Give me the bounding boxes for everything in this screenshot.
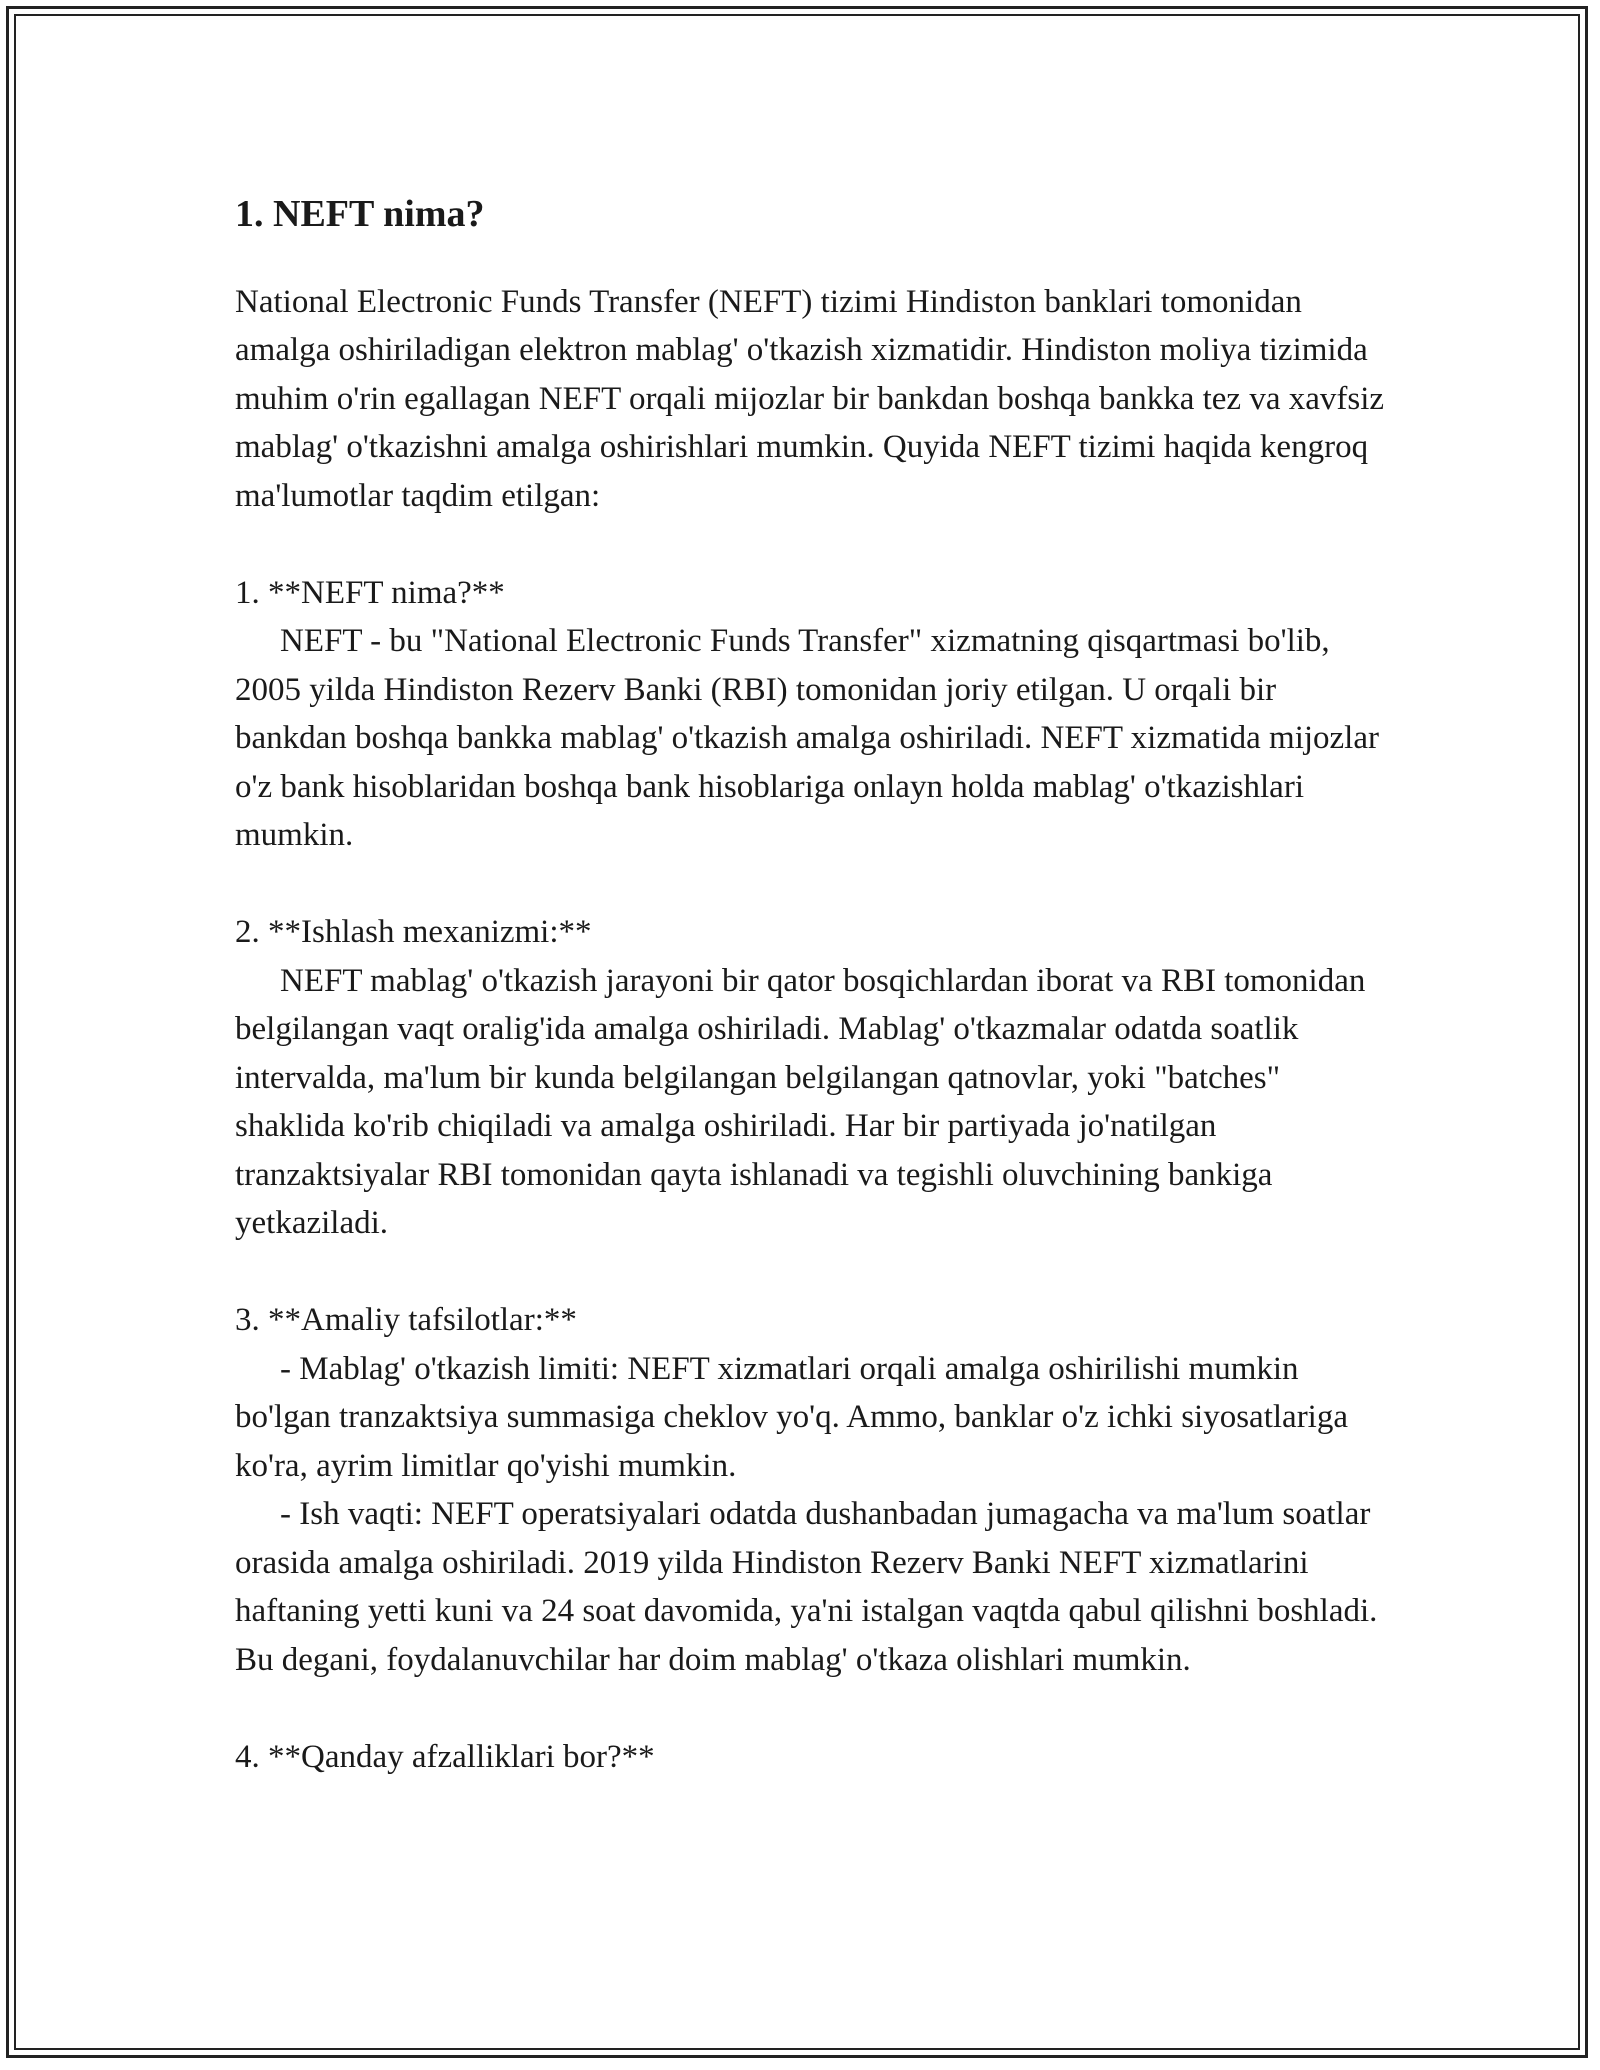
section-paragraph: NEFT mablag' o'tkazish jarayoni bir qator bosqichlardan iborat va RBI tomonidan belgilangan vaqt oralig'ida amalga oshiriladi. Mablag' o'tkazmalar odatda soatlik intervalda, ma'lum bir kunda belgilangan belgilangan qatnovlar, yoki "batches" shaklida ko'rib chiqiladi va amalga oshiriladi. Har bir partiyada jo'natilgan tranzaktsiyalar RBI tomonidan qayta ishlanadi va tegishli oluvchining bankiga yetkaziladi. [235, 962, 1366, 1242]
section-4 [235, 1733, 1385, 1782]
section-heading: 1. **NEFT nima?** [235, 574, 505, 611]
section-heading: 2. **Ishlash mexanizmi:** [235, 914, 592, 951]
section-2 [235, 908, 1385, 1248]
section-heading: 3. **Amaliy tafsilotlar:** [235, 1302, 577, 1339]
spacer [235, 1684, 1385, 1733]
section-paragraph: NEFT - bu "National Electronic Funds Transfer" xizmatning qisqartmasi bo'lib, 2005 yilda Hindiston Rezerv Banki (RBI) tomonidan joriy etilgan. U orqali bir bankdan boshqa bankka mablag' o'tkazish amalga oshiriladi. NEFT xizmatida mijozlar o'z bank hisoblaridan boshqa bank hisoblariga onlayn holda mablag' o'tkazishlari mumkin. [235, 623, 1379, 854]
section-heading: 4. **Qanday afzalliklari bor?** [235, 1738, 655, 1775]
intro-paragraph: National Electronic Funds Transfer (NEFT) tizimi Hindiston banklari tomonidan amalga oshiriladigan elektron mablag' o'tkazish xizmatidir. Hindiston moliya tizimida muhim o'rin egallagan NEFT orqali mijozlar bir bankdan boshqa bankka tez va xavfsiz mablag' o'tkazishni amalga oshirishlari mumkin. Quyida NEFT tizimi haqida kengroq ma'lumotlar taqdim etilgan: [235, 283, 1385, 514]
section-3 [235, 1296, 1385, 1684]
section-1 [235, 569, 1385, 860]
document-body [235, 180, 1385, 1781]
section-paragraph: - Mablag' o'tkazish limiti: NEFT xizmatlari orqali amalga oshirilishi mumkin bo'lgan tranzaktsiya summasiga cheklov yo'q. Ammo, banklar o'z ichki siyosatlariga ko'ra, ayrim limitlar qo'yishi mumkin. [235, 1350, 1348, 1484]
document-title: 1. NEFT nima? [235, 193, 485, 235]
spacer [235, 860, 1385, 909]
spacer [235, 1248, 1385, 1297]
section-paragraph: - Ish vaqti: NEFT operatsiyalari odatda dushanbadan jumagacha va ma'lum soatlar orasida amalga oshiriladi. 2019 yilda Hindiston Rezerv Banki NEFT xizmatlarini haftaning yetti kuni va 24 soat davomida, ya'ni istalgan vaqtda qabul qilishni boshladi. Bu degani, foydalanuvchilar har doim mablag' o'tkaza olishlari mumkin. [235, 1496, 1378, 1678]
spacer [235, 520, 1385, 569]
